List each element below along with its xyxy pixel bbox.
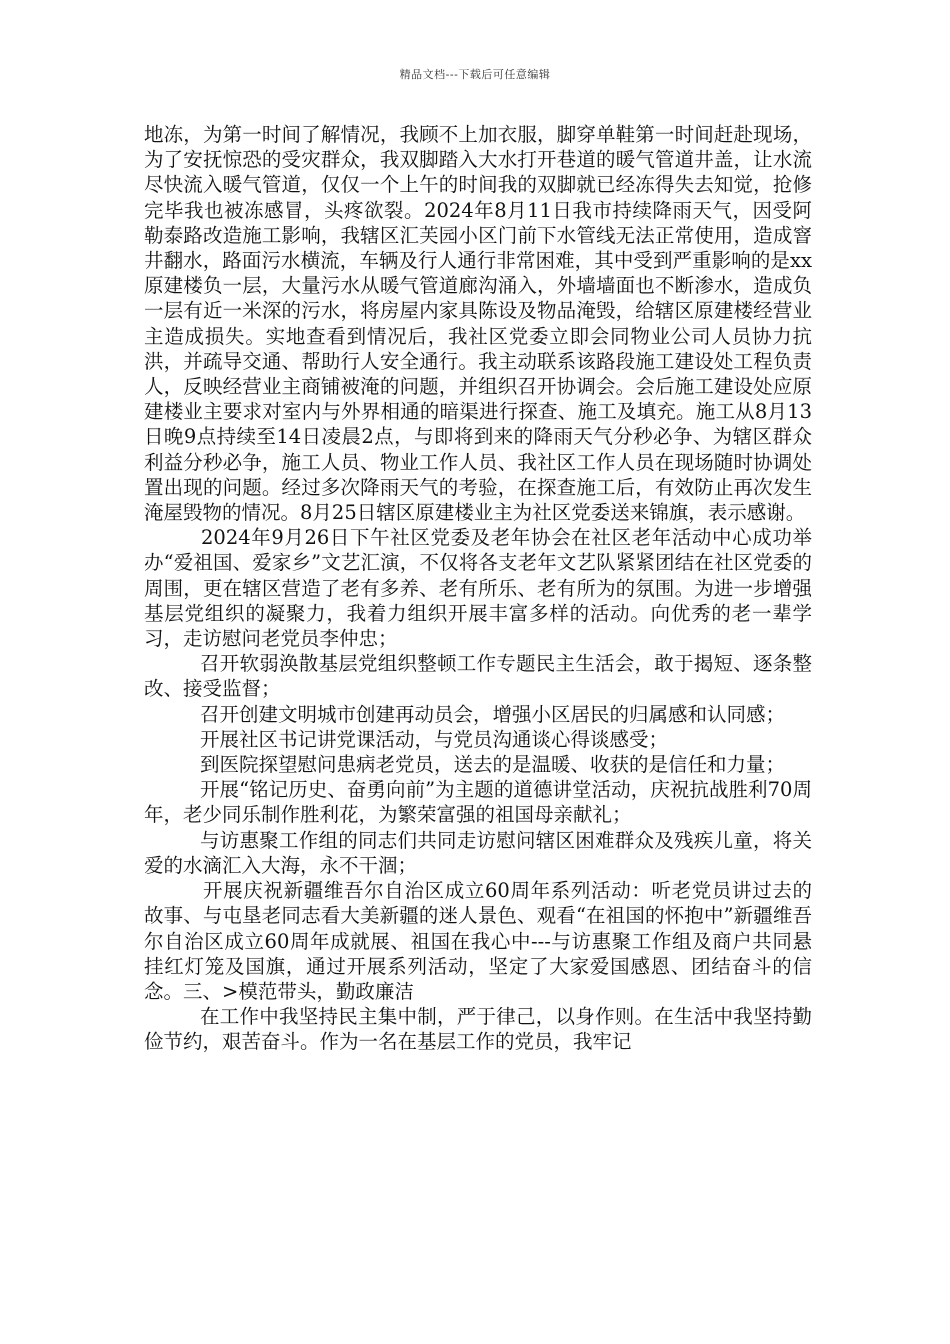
paragraph-civilized-city: 召开创建文明城市创建再动员会，增强小区居民的归属感和认同感； bbox=[200, 702, 786, 726]
document-body bbox=[144, 122, 812, 1055]
paragraph-visit-needy: 与访惠聚工作组的同志们共同走访慰问辖区困难群众及残疾儿童，将关爱的水滴汇入大海，永不干涸； bbox=[144, 828, 812, 877]
paragraph-democratic-centralism: 在工作中我坚持民主集中制，严于律己，以身作则。在生活中我坚持勤俭节约，艰苦奋斗。作为一名在基层工作的党员，我牢记 bbox=[144, 1005, 812, 1054]
page-header: 精品文档---下载后可任意编辑 bbox=[399, 68, 551, 81]
paragraph-party-lecture: 开展社区书记讲党课活动，与党员沟通谈心得谈感受； bbox=[200, 727, 669, 751]
paragraph-xinjiang-anniversary: 开展庆祝新疆维吾尔自治区成立60周年系列活动：听老党员讲过去的故事、与屯垦老同志看大美新疆的迷人景色、观看“在祖国的怀抱中”新疆维吾尔自治区成立60周年成就展、祖国在我心中---与访惠聚工作组及商户共同悬挂红灯笼及国旗，通过开展系列活动，坚定了大家爱国感恩、团结奋斗的信念。三、>模范带头，勤政廉洁 bbox=[144, 879, 812, 1003]
paragraph-flood-response: 地冻，为第一时间了解情况，我顾不上加衣服，脚穿单鞋第一时间赶赴现场，为了安抚惊恐的受灾群众，我双脚踏入大水打开巷道的暖气管道井盖，让水流尽快流入暖气管道，仅仅一个上午的时间我的双脚就已经冻得失去知觉，抢修完毕我也被冻感冒，头疼欲裂。2024年8月11日我市持续降雨天气，因受阿勒泰路改造施工影响，我辖区汇芙园小区门前下水管线无法正常使用，造成窨井翻水，路面污水横流，车辆及行人通行非常困难，其中受到严重影响的是xx原建楼负一层，大量污水从暖气管道廊沟涌入，外墙墙面也不断渗水，造成负一层有近一米深的污水，将房屋内家具陈设及物品淹毁，给辖区原建楼经营业主造成损失。实地查看到情况后，我社区党委立即会同物业公司人员协力抗洪，并疏导交通、帮助行人安全通行。我主动联系该路段施工建设处工程负责人，反映经营业主商铺被淹的问题，并组织召开协调会。会后施工建设处应原建楼业主要求对室内与外界相通的暗渠进行探查、施工及填充。施工从8月13日晚9点持续至14日凌晨2点，与即将到来的降雨天气分秒必争、为辖区群众利益分秒必争，施工人员、物业工作人员、我社区工作人员在现场随时协调处置出现的问题。经过多次降雨天气的考验，在探查施工后，有效防止再次发生淹屋毁物的情况。8月25日辖区原建楼业主为社区党委送来锦旗，表示感谢。 bbox=[144, 123, 812, 525]
paragraph-cultural-performance: 2024年9月26日下午社区党委及老年协会在社区老年活动中心成功举办“爱祖国、爱家乡”文艺汇演，不仅将各支老年文艺队紧紧团结在社区党委的周围，更在辖区营造了老有多养、老有所乐、老有所为的氛围。为进一步增强基层党组织的凝聚力，我着力组织开展丰富多样的活动。向优秀的老一辈学习，走访慰问老党员李仲忠； bbox=[144, 526, 812, 651]
paragraph-democratic-meeting: 召开软弱涣散基层党组织整顿工作专题民主生活会，敢于揭短、逐条整改、接受监督； bbox=[144, 652, 812, 701]
paragraph-moral-lecture: 开展“铭记历史、奋勇向前”为主题的道德讲堂活动，庆祝抗战胜利70周年，老少同乐制作胜利花，为繁荣富强的祖国母亲献礼； bbox=[144, 778, 812, 827]
paragraph-hospital-visit: 到医院探望慰问患病老党员，送去的是温暖、收获的是信任和力量； bbox=[200, 753, 786, 777]
